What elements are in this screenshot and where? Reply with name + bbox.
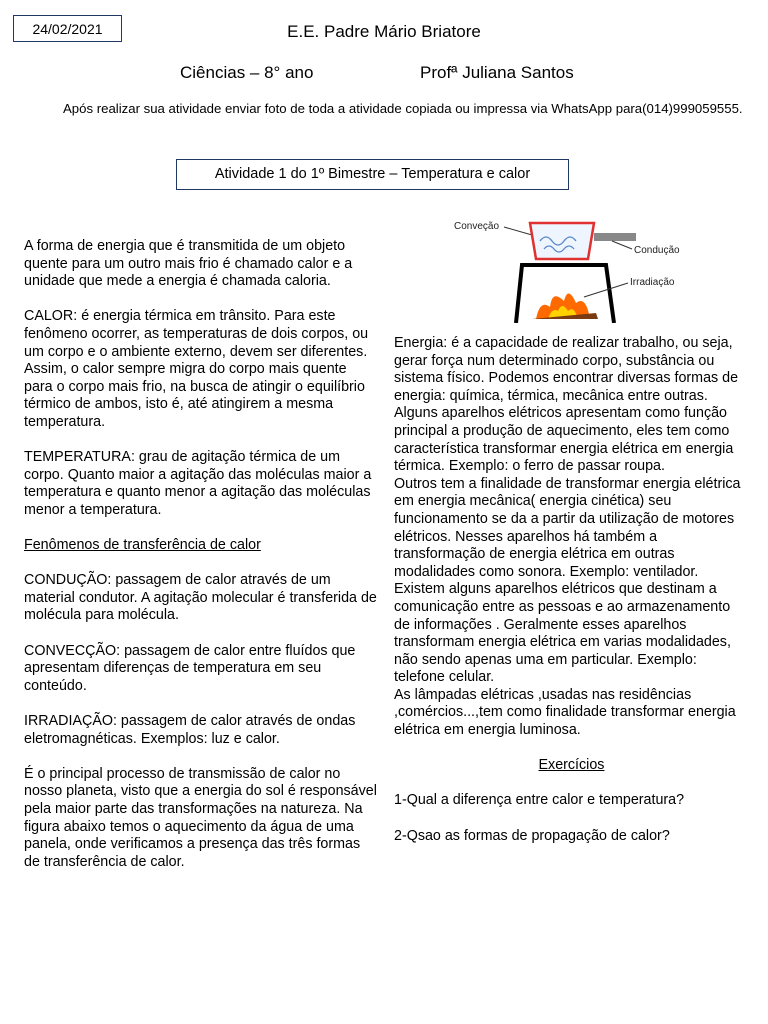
mechanical-devices-paragraph: Outros tem a finalidade de transformar energia elétrica em energia mecânica( energia cinética) seu funcionamento se da a partir da utilização de motores elétricos. Nesses aparelhos há também a transformação de energia elétrica em outras modalidades como sonora. Exemplo: ventilador.	[394, 475, 741, 580]
radiation-explanation: É o principal processo de transmissão de calor no nosso planeta, visto que a energia do sol é responsável pela maior parte das transformações na natureza. Na figura abaixo temos o aquecimento da água de uma panela, onde verificamos a presença das três formas de transferência de calor.	[24, 765, 377, 870]
heat-transfer-figure	[454, 215, 684, 323]
heating-devices-paragraph: Alguns aparelhos elétricos apresentam como função principal a produção de aquecimento, eles tem como característica transformar energia elétrica em energia térmica. Exemplo: o ferro de passar roupa.	[394, 405, 734, 475]
pan-icon	[530, 223, 594, 259]
date: 24/02/2021	[32, 21, 103, 37]
teacher-name: Profª Juliana Santos	[420, 63, 574, 82]
label-radiation: Irradiação	[630, 277, 675, 288]
pan-handle-icon	[594, 233, 636, 241]
course-label: Ciências – 8° ano	[180, 63, 314, 82]
lamps-paragraph: As lâmpadas elétricas ,usadas nas residências ,comércios...,tem como finalidade transformar energia elétrica em energia luminosa.	[394, 686, 736, 739]
temperature-definition: TEMPERATURA: grau de agitação térmica de um corpo. Quanto maior a agitação das moléculas maior a temperatura e quanto menor a agitação das moléculas menor a temperatura.	[24, 449, 372, 518]
question-2: 2-Qsao as formas de propagação de calor?	[394, 827, 670, 844]
activity-title: Atividade 1 do 1º Bimestre – Temperatura e calor	[214, 166, 531, 182]
conduction-pointer	[612, 241, 632, 249]
conduction-definition: CONDUÇÃO: passagem de calor através de um material condutor. A agitação molecular é transferida de molécula para molécula.	[24, 572, 377, 624]
activity-title-box	[176, 159, 569, 190]
convection-definition: CONVECÇÃO: passagem de calor entre fluídos que apresentam diferenças de temperatura em seu conteúdo.	[24, 642, 356, 694]
exercises-heading: Exercícios	[538, 757, 605, 774]
intro-paragraph: A forma de energia que é transmitida de um objeto quente para um outro mais frio é chamado calor e a unidade que mede a energia é chamada caloria.	[24, 238, 353, 290]
label-convection: Conveção	[454, 221, 500, 232]
label-conduction: Condução	[634, 245, 680, 256]
radiation-pointer	[584, 283, 628, 297]
transfer-subheading: Fenômenos de transferência de calor	[24, 537, 261, 554]
right-column	[394, 335, 749, 845]
left-column	[24, 238, 379, 871]
convection-pointer	[504, 227, 532, 235]
question-1: 1-Qual a diferença entre calor e temperatura?	[394, 792, 685, 809]
school-name: E.E. Padre Mário Briatore	[287, 22, 481, 41]
radiation-definition: IRRADIAÇÃO: passagem de calor através de ondas eletromagnéticas. Exemplos: luz e calor.	[24, 713, 356, 747]
instruction-text: Após realizar sua atividade enviar foto de toda a atividade copiada ou impressa via WhatsApp para(014)999059555.	[63, 101, 743, 116]
heat-definition: CALOR: é energia térmica em trânsito. Para este fenômeno ocorrer, as temperaturas de dois corpos, ou um corpo e o ambiente externo, devem ser diferentes. Assim, o calor sempre migra do corpo mais quente para o corpo mais frio, na busca de atingir o equilíbrio térmico de ambos, isto é, até atingirem a mesma temperatura.	[24, 308, 369, 430]
communication-devices-paragraph: Existem alguns aparelhos elétricos que destinam a comunicação entre as pessoas e ao armazenamento de informações . Geralmente esses aparelhos transformam energia elétrica em varias modalidades, não sendo apenas uma em particular. Exemplo: telefone celular.	[394, 581, 731, 686]
energy-definition: Energia: é a capacidade de realizar trabalho, ou seja, gerar força num determinado corpo, substância ou sistema físico. Podemos encontrar diversas formas de energia: química, térmica, mecânica entre outras.	[394, 335, 739, 404]
